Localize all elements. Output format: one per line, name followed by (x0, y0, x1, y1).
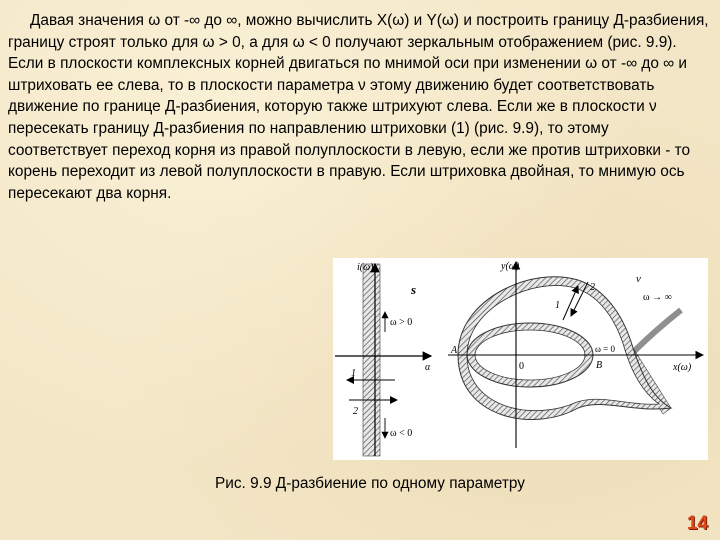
figure-9-9 (333, 258, 708, 460)
s-crossing-arrow-1-label: 1 (351, 368, 356, 379)
paragraph-2: Если в плоскости комплексных корней двигаться по мнимой оси при изменении ω от -∞ до ∞ и штриховать ее слева, то в плоскости параметра ν этому движению будет соответствовать движение по границе Д-разбиения, которую также штрихуют слева. Если же в плоскости ν пересекать границу Д-разбиения по направлению штриховки (1) (рис. 9.9), то этому соответствует переход корня из правой полуплоскости в левую, если же против штриховки - то корень переходит из левой полуплоскости в правую. Если штриховка двойная, то мнимую ось пересекают два корня. (8, 55, 691, 202)
imaginary-axis-hatch-band (363, 264, 380, 456)
nu-crossing-arrow-1-label: 1 (555, 300, 560, 311)
s-real-axis-label: α (425, 362, 431, 373)
nu-origin-label: 0 (519, 361, 524, 372)
body-text (8, 10, 712, 204)
s-omega-pos-label: ω > 0 (390, 317, 413, 328)
figure-caption: Рис. 9.9 Д-разбиение по одному параметру (215, 475, 525, 492)
nu-real-axis-label: x(ω) (673, 362, 692, 373)
nu-plane-label: ν (636, 273, 641, 285)
s-omega-neg-label: ω < 0 (390, 428, 413, 439)
nu-point-b-label: B (596, 360, 603, 371)
paragraph-1: Давая значения ω от -∞ до ∞, можно вычислить X(ω) и Y(ω) и построить границу Д-разбиения, границу строят только для ω > 0, а для ω < 0 получают зеркальным отображением (рис. 9.9). (8, 12, 709, 51)
nu-omega-zero-label: ω = 0 (595, 344, 615, 354)
s-imag-axis-label: i(ω) (357, 262, 374, 273)
nu-point-a-label: A (451, 345, 458, 356)
nu-crossing-arrow-2-label: 2 (590, 282, 595, 293)
nu-omega-inf-label: ω → ∞ (643, 292, 672, 303)
s-crossing-arrow-2-label: 2 (353, 406, 358, 417)
nu-imag-axis-label: y(ω) (501, 261, 520, 272)
page-number: 14 (686, 513, 708, 534)
s-plane-label: s (411, 282, 417, 297)
s-plane-panel (335, 262, 431, 456)
nu-plane-panel (448, 261, 703, 448)
